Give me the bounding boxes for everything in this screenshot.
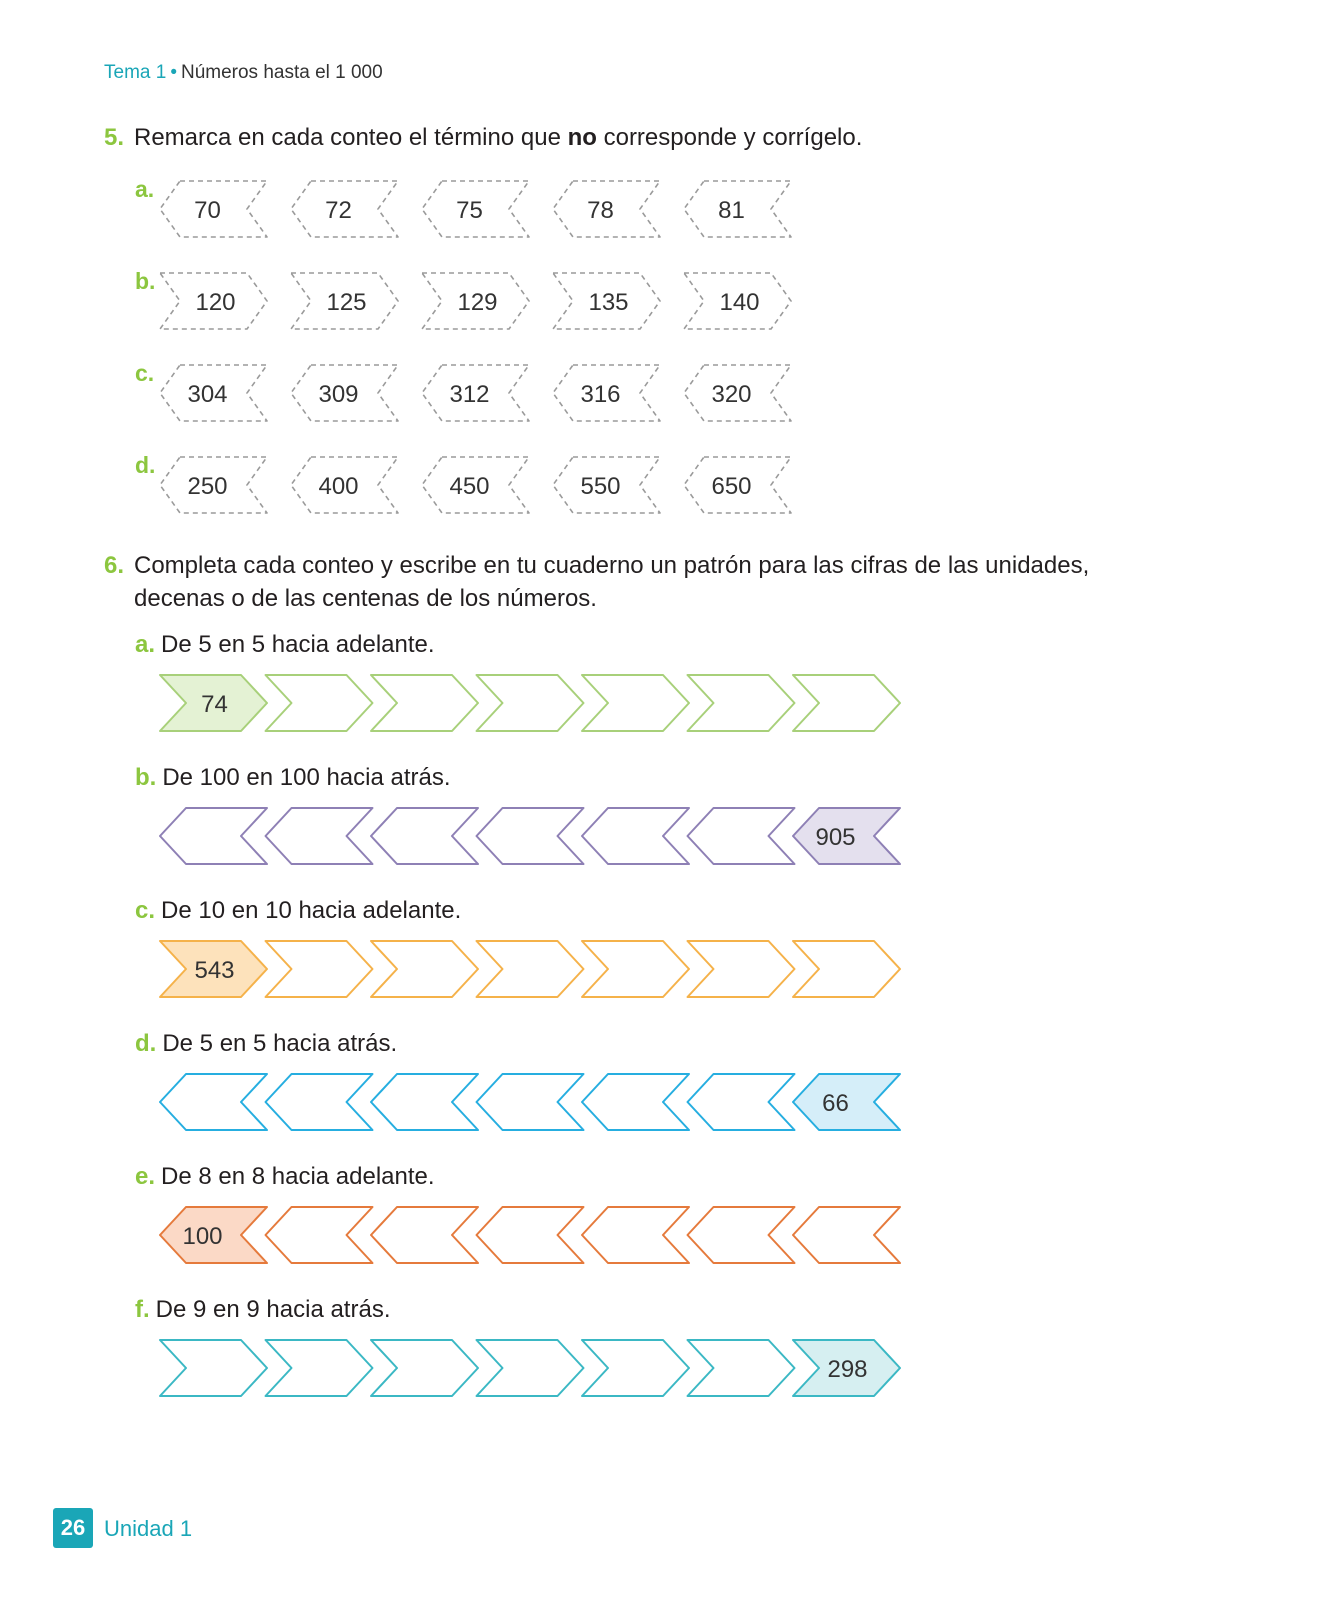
row-label-text: De 5 en 5 hacia adelante. [161, 631, 435, 658]
ex5-row-letter: d. [135, 452, 156, 478]
count-value: 81 [718, 197, 745, 224]
count-value: 250 [187, 473, 228, 500]
count-value: 650 [711, 473, 752, 500]
ex6-row-label [135, 631, 435, 659]
exercise-number: 5. [104, 124, 125, 151]
page-number-badge: 26 [53, 1508, 93, 1548]
row-label-text: De 9 en 9 hacia atrás. [155, 1296, 391, 1323]
count-value: 120 [195, 289, 236, 316]
empty-arrow [793, 941, 900, 997]
ex6-row-label [135, 1296, 390, 1324]
ex5-row-letter: b. [135, 268, 156, 294]
empty-arrow [582, 1340, 689, 1396]
empty-arrow [266, 1340, 373, 1396]
topic-title: Números hasta el 1 000 [180, 62, 383, 83]
count-value: 72 [325, 197, 352, 224]
exercise-5-instruction [104, 121, 862, 154]
empty-arrow [477, 1340, 584, 1396]
row-letter: e. [135, 1163, 156, 1190]
empty-arrow [582, 941, 689, 997]
empty-arrow [371, 1207, 478, 1263]
empty-arrow [371, 808, 478, 864]
count-value: 70 [194, 197, 221, 224]
instruction-text: Completa cada conteo y escribe en tu cuaderno un patrón para las cifras de las unidades, decenas o de las centenas de los números. [134, 552, 1090, 612]
row-letter: c. [135, 897, 156, 924]
unit-label: Unidad 1 [104, 1516, 193, 1541]
empty-arrow [160, 1074, 267, 1130]
count-value: 316 [580, 381, 621, 408]
ex6-row-c [0, 936, 920, 1006]
ex5-row-a [0, 176, 820, 246]
empty-arrow [266, 1207, 373, 1263]
empty-arrow [582, 808, 689, 864]
ex6-row-a [0, 670, 920, 740]
topic-label: Tema 1 [104, 62, 167, 83]
empty-arrow [371, 1074, 478, 1130]
empty-arrow [793, 675, 900, 731]
empty-arrow [688, 808, 795, 864]
count-value: 78 [587, 197, 614, 224]
ex5-row-letter: c. [135, 360, 155, 386]
start-value: 543 [194, 957, 235, 984]
ex6-row-d [0, 1069, 920, 1139]
ex6-row-label [135, 1030, 397, 1058]
row-label-text: De 100 en 100 hacia atrás. [162, 764, 451, 791]
empty-arrow [477, 1074, 584, 1130]
instruction-text: Remarca en cada conteo el término que [134, 124, 568, 151]
count-value: 400 [318, 473, 359, 500]
row-letter: d. [135, 1030, 157, 1057]
ex6-row-e [0, 1202, 920, 1272]
row-label-text: De 8 en 8 hacia adelante. [161, 1163, 435, 1190]
instruction-bold: no [567, 124, 597, 151]
count-value: 129 [457, 289, 498, 316]
ex5-row-d [0, 452, 820, 522]
ex6-row-label [135, 764, 451, 792]
count-value: 450 [449, 473, 490, 500]
row-letter: b. [135, 764, 157, 791]
ex5-row-letter: a. [135, 176, 155, 202]
exercise-6-instruction [104, 549, 1164, 615]
ex6-row-label [135, 1163, 435, 1191]
row-letter: f. [135, 1296, 150, 1323]
empty-arrow [160, 1340, 267, 1396]
empty-arrow [266, 941, 373, 997]
empty-arrow [688, 1074, 795, 1130]
count-value: 309 [318, 381, 359, 408]
empty-arrow [582, 1207, 689, 1263]
empty-arrow [371, 1340, 478, 1396]
empty-arrow [477, 941, 584, 997]
empty-arrow [266, 1074, 373, 1130]
start-value: 66 [822, 1090, 849, 1117]
separator-dot: • [170, 62, 177, 83]
ex6-row-b [0, 803, 920, 873]
empty-arrow [477, 675, 584, 731]
count-value: 312 [449, 381, 490, 408]
page-header [104, 62, 383, 84]
count-value: 125 [326, 289, 367, 316]
empty-arrow [688, 941, 795, 997]
start-value: 298 [827, 1356, 868, 1383]
instruction-text: corresponde y corrígelo. [596, 124, 863, 151]
ex6-row-label [135, 897, 461, 925]
start-value: 905 [815, 824, 856, 851]
empty-arrow [371, 941, 478, 997]
empty-arrow [793, 1207, 900, 1263]
start-value: 100 [182, 1223, 223, 1250]
empty-arrow [477, 1207, 584, 1263]
count-value: 550 [580, 473, 621, 500]
row-label-text: De 10 en 10 hacia adelante. [161, 897, 462, 924]
ex5-row-b [0, 268, 820, 338]
empty-arrow [688, 1207, 795, 1263]
empty-arrow [582, 675, 689, 731]
empty-arrow [688, 675, 795, 731]
empty-arrow [160, 808, 267, 864]
start-value: 74 [201, 691, 228, 718]
count-value: 140 [719, 289, 760, 316]
ex6-row-f [0, 1335, 920, 1405]
empty-arrow [266, 675, 373, 731]
ex5-row-c [0, 360, 820, 430]
empty-arrow [477, 808, 584, 864]
row-letter: a. [135, 631, 156, 658]
count-value: 75 [456, 197, 483, 224]
empty-arrow [266, 808, 373, 864]
count-value: 135 [588, 289, 629, 316]
empty-arrow [582, 1074, 689, 1130]
empty-arrow [688, 1340, 795, 1396]
exercise-number: 6. [104, 552, 125, 579]
count-value: 320 [711, 381, 752, 408]
row-label-text: De 5 en 5 hacia atrás. [162, 1030, 398, 1057]
count-value: 304 [187, 381, 228, 408]
empty-arrow [371, 675, 478, 731]
